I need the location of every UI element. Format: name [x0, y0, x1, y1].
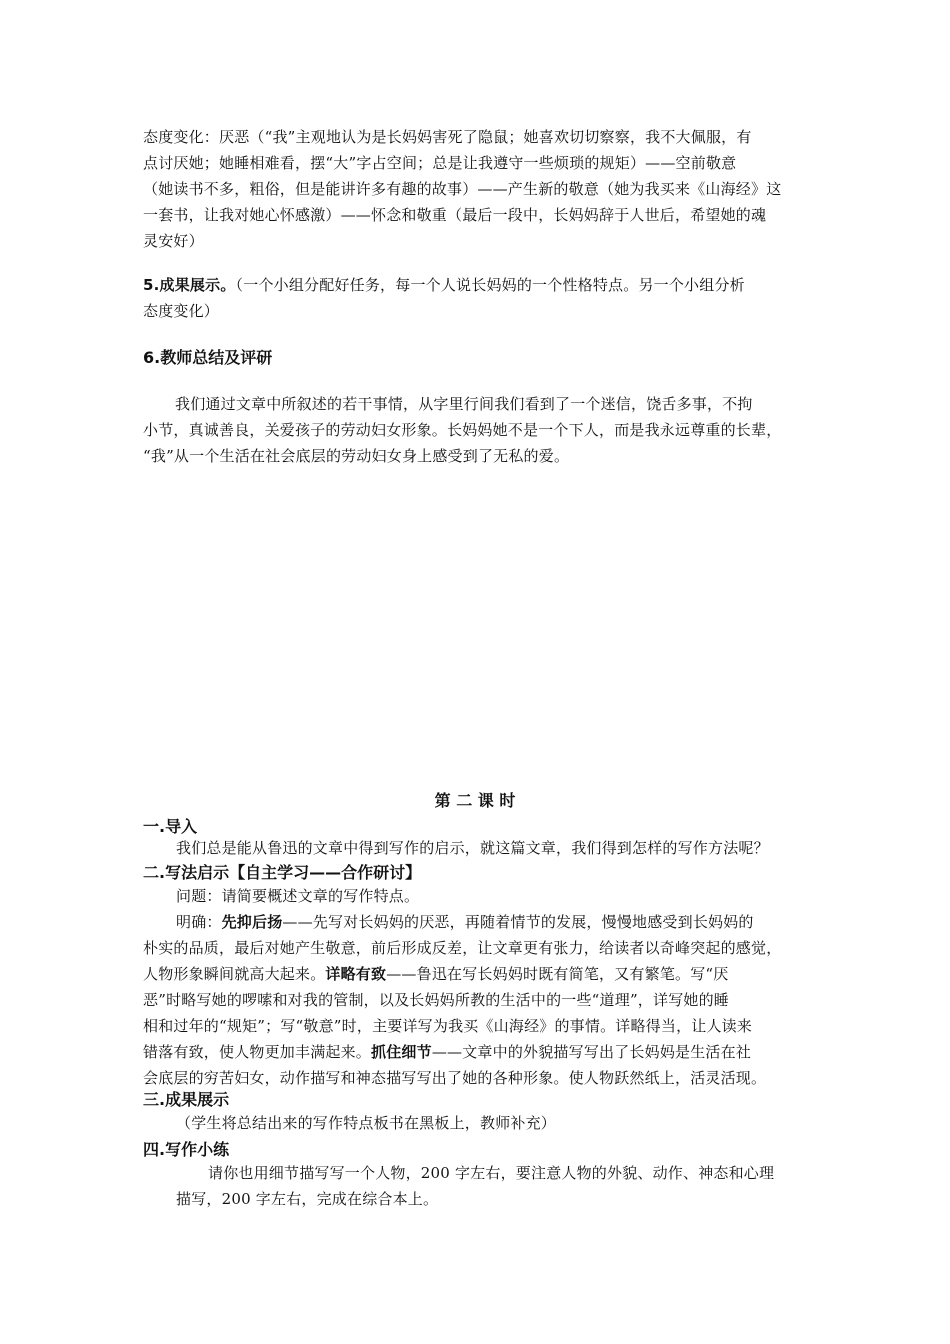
text-line [143, 272, 823, 298]
answer-text: ——鲁迅在写长妈妈时既有简笔，又有繁笔。写“厌 [386, 965, 729, 983]
question-text: 问题：请简要概述文章的写作特点。 [176, 887, 420, 905]
text-line: 朴实的品质，最后对她产生敬意，前后形成反差，让文章更有张力，给读者以奇峰突起的感觉， [143, 939, 782, 957]
results-text: （学生将总结出来的写作特点板书在黑板上，教师补充） [176, 1114, 557, 1132]
text-line: 我们通过文章中所叙述的若干事情，从字里行间我们看到了一个迷信，饶舌多事，不拘 [175, 395, 753, 413]
item-heading: 5.成果展示。 [143, 276, 236, 294]
text-line [143, 1039, 823, 1065]
answer-paragraph [143, 909, 823, 1091]
answer-text: ——先写对长妈妈的厌恶，再随着情节的发展，慢慢地感受到长妈妈的 [282, 913, 754, 931]
text-line: 一套书，让我对她心怀感激）——怀念和敬重（最后一段中，长妈妈辞于人世后，希望她的魂 [143, 206, 767, 224]
results-display-item [143, 272, 823, 324]
text-line [143, 909, 823, 935]
practice-paragraph [176, 1160, 836, 1212]
keyword: 先抑后扬 [221, 913, 283, 931]
text-line: 小节，真诚善良，关爱孩子的劳动妇女形象。长妈妈她不是一个下人，而是我永远尊重的长辈， [143, 421, 782, 439]
item-text: （一个小组分配好任务，每一个人说长妈妈的一个性格特点。另一个小组分析 [235, 276, 745, 294]
practice-heading: 四.写作小练 [143, 1140, 230, 1159]
text-line: （她读书不多，粗俗，但是能讲许多有趣的故事）——产生新的敬意（她为我买来《山海经》这 [143, 180, 782, 198]
attitude-change-paragraph [143, 124, 823, 254]
keyword: 详略有致 [325, 965, 387, 983]
text-line: 相和过年的“规矩”；写“敬意”时，主要详写为我买《山海经》的事情。详略得当，让人读来 [143, 1017, 753, 1035]
text-line: “我”从一个生活在社会底层的劳动妇女身上感受到了无私的爱。 [143, 447, 570, 465]
teacher-summary-paragraph [143, 391, 823, 469]
answer-text: 人物形象瞬间就高大起来。 [143, 965, 326, 983]
intro-text: 我们总是能从鲁迅的文章中得到写作的启示，就这篇文章，我们得到怎样的写作方法呢？ [176, 839, 769, 857]
text-line: 态度变化） [143, 302, 220, 320]
keyword: 抓住细节 [371, 1043, 432, 1061]
text-line [143, 961, 823, 987]
text-line: 态度变化：厌恶（“我”主观地认为是长妈妈害死了隐鼠；她喜欢切切察察，我不大佩服，有 [143, 128, 752, 146]
answer-text: 错落有致，使人物更加丰满起来。 [143, 1043, 372, 1061]
text-line: 点讨厌她；她睡相难看，摆“大”字占空间；总是让我遵守一些烦琐的规矩）——空前敬意 [143, 154, 737, 172]
lesson-title: 第 二 课 时 [434, 791, 516, 810]
teacher-summary-heading: 6.教师总结及评研 [143, 348, 273, 367]
intro-heading: 一.导入 [143, 817, 198, 836]
text-line: 会底层的穷苦妇女，动作描写和神态描写写出了她的各种形象。使人物跃然纸上，活灵活现。 [143, 1069, 767, 1087]
text-line: 请你也用细节描写写一个人物，200 字左右，要注意人物的外貌、动作、神态和心理 [208, 1164, 775, 1182]
text-line: 灵安好） [143, 232, 204, 250]
text-line: 描写，200 字左右，完成在综合本上。 [176, 1190, 439, 1208]
text-line: 恶”时略写她的啰嗦和对我的管制，以及长妈妈所教的生活中的一些“道理”，详写她的睡 [143, 991, 730, 1009]
writing-method-heading: 二.写法启示【自主学习——合作研讨】 [143, 863, 422, 882]
answer-prefix: 明确： [176, 913, 222, 931]
answer-text: ——文章中的外貌描写写出了长妈妈是生活在社 [431, 1043, 752, 1061]
results-heading: 三.成果展示 [143, 1090, 230, 1109]
